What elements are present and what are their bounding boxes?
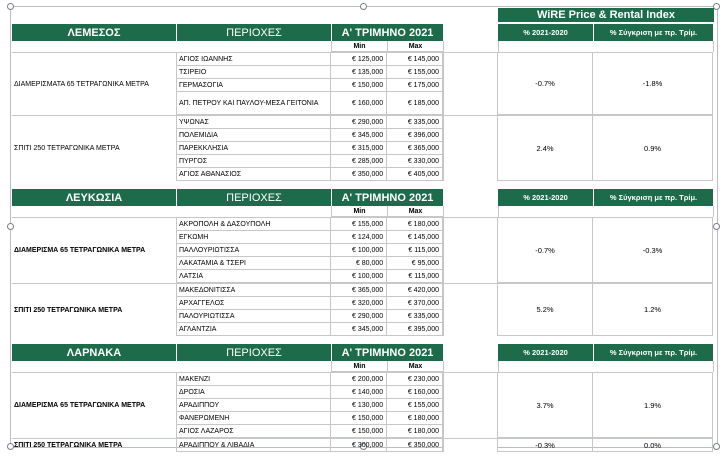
property-type-label: ΣΠΙΤΙ 250 ΤΕΤΡΑΓΩΝΙΚΑ ΜΕΤΡΑ xyxy=(12,439,177,452)
table-row[interactable] xyxy=(177,92,443,115)
min-label: Min xyxy=(332,41,388,52)
property-type-label: ΔΙΑΜΕΡΙΣΜΑ 65 ΤΕΤΡΑΓΩΝΙΚΑ ΜΕΤΡΑ xyxy=(12,218,177,283)
qoq-change: 0.9% xyxy=(593,116,713,181)
area-name: ΜΑΚΕΝΖΙ xyxy=(177,373,331,386)
quarter-header: Α' ΤΡΙΜΗΝΟ 2021 xyxy=(332,189,444,206)
table-row[interactable] xyxy=(177,310,443,323)
yoy-change: 2.4% xyxy=(497,116,593,181)
area-rows xyxy=(177,439,444,452)
yoy-change: 3.7% xyxy=(497,373,593,438)
area-name: ΑΠ. ΠΕΤΡΟΥ ΚΑΙ ΠΑΥΛΟΥ-ΜΕΣΑ ΓΕΙΤΟΝΙΑ xyxy=(177,92,331,115)
subheader-spacer xyxy=(12,41,332,52)
property-type-label: ΣΠΙΤΙ 250 ΤΕΤΡΑΓΩΝΙΚΑ ΜΕΤΡΑ xyxy=(12,284,177,336)
min-price: € 160,000 xyxy=(331,92,387,115)
yoy-header: % 2021-2020 xyxy=(498,189,594,206)
max-price: € 420,000 xyxy=(387,284,443,297)
max-price: € 395,000 xyxy=(387,323,443,336)
city-header: ΛΑΡΝΑΚΑ xyxy=(12,344,177,361)
min-price: € 300,000 xyxy=(331,439,387,452)
min-price: € 345,000 xyxy=(331,323,387,336)
max-price: € 350,000 xyxy=(387,439,443,452)
property-type-label: ΔΙΑΜΕΡΙΣΜΑ 65 ΤΕΤΡΑΓΩΝΙΚΑ ΜΕΤΡΑ xyxy=(12,373,177,438)
min-price: € 290,000 xyxy=(331,310,387,323)
table-row[interactable] xyxy=(177,116,443,129)
min-price: € 150,000 xyxy=(331,79,387,92)
property-type-label: ΣΠΙΤΙ 250 ΤΕΤΡΑΓΩΝΙΚΑ ΜΕΤΡΑ xyxy=(12,116,177,181)
qoq-change: 0.0% xyxy=(593,439,713,452)
area-name: ΠΟΛΕΜΙΔΙΑ xyxy=(177,129,331,142)
max-price: € 330,000 xyxy=(387,155,443,168)
min-price: € 140,000 xyxy=(331,386,387,399)
subheader-gap xyxy=(444,361,498,372)
area-rows xyxy=(177,373,444,438)
max-price: € 180,000 xyxy=(387,412,443,425)
yoy-header: % 2021-2020 xyxy=(498,24,594,41)
table-row[interactable] xyxy=(177,284,443,297)
table-row[interactable] xyxy=(177,142,443,155)
max-price: € 365,000 xyxy=(387,142,443,155)
property-group xyxy=(12,283,713,336)
city-header: ΛΕΜΕΣΟΣ xyxy=(12,24,177,41)
area-rows xyxy=(177,53,444,115)
resize-handle[interactable] xyxy=(360,3,367,10)
min-price: € 365,000 xyxy=(331,284,387,297)
min-price: € 290,000 xyxy=(331,116,387,129)
max-price: € 155,000 xyxy=(387,399,443,412)
resize-handle[interactable] xyxy=(713,223,720,230)
property-group xyxy=(12,115,713,181)
table-row[interactable] xyxy=(177,79,443,92)
max-price: € 95,000 xyxy=(387,257,443,270)
subheader-spacer xyxy=(12,361,332,372)
column-gap xyxy=(444,116,497,181)
max-price: € 145,000 xyxy=(387,231,443,244)
area-rows xyxy=(177,218,444,283)
area-name: ΜΑΚΕΔΟΝΙΤΙΣΣΑ xyxy=(177,284,331,297)
area-name: ΑΡΑΔΙΠΠΟΥ & ΛΙΒΑΔΙΑ xyxy=(177,439,331,452)
max-price: € 145,000 xyxy=(387,53,443,66)
subheader-spacer xyxy=(12,206,332,217)
table-row[interactable] xyxy=(177,297,443,310)
table-row[interactable] xyxy=(177,168,443,181)
minmax-subheader xyxy=(12,41,714,52)
max-price: € 396,000 xyxy=(387,129,443,142)
min-price: € 345,000 xyxy=(331,129,387,142)
area-name: ΔΡΟΣΙΑ xyxy=(177,386,331,399)
max-price: € 115,000 xyxy=(387,244,443,257)
yoy-change: -0.7% xyxy=(497,218,593,283)
qoq-change: 1.2% xyxy=(593,284,713,336)
yoy-header: % 2021-2020 xyxy=(498,344,594,361)
max-label: Max xyxy=(388,41,444,52)
min-price: € 135,000 xyxy=(331,66,387,79)
yoy-change: -0.3% xyxy=(497,439,593,452)
resize-handle[interactable] xyxy=(713,3,720,10)
table-row[interactable] xyxy=(177,439,443,452)
table-row[interactable] xyxy=(177,386,443,399)
table-row[interactable] xyxy=(177,373,443,386)
areas-header: ΠΕΡΙΟΧΕΣ xyxy=(177,24,332,41)
areas-header: ΠΕΡΙΟΧΕΣ xyxy=(177,189,332,206)
area-name: ΑΓΙΟΣ ΙΩΑΝΝΗΣ xyxy=(177,53,331,66)
area-name: ΓΕΡΜΑΣΟΓΙΑ xyxy=(177,79,331,92)
qoq-change: -1.8% xyxy=(593,53,713,115)
resize-handle[interactable] xyxy=(7,3,14,10)
area-name: ΠΥΡΓΟΣ xyxy=(177,155,331,168)
area-name: ΠΑΛΛΟΥΡΙΩΤΙΣΣΑ xyxy=(177,244,331,257)
max-price: € 115,000 xyxy=(387,270,443,283)
max-price: € 180,000 xyxy=(387,218,443,231)
max-price: € 370,000 xyxy=(387,297,443,310)
min-price: € 150,000 xyxy=(331,425,387,438)
section-header xyxy=(12,344,714,361)
max-price: € 185,000 xyxy=(387,92,443,115)
quarter-header: Α' ΤΡΙΜΗΝΟ 2021 xyxy=(332,24,444,41)
column-gap xyxy=(444,344,498,361)
subheader-gap xyxy=(444,206,498,217)
max-price: € 160,000 xyxy=(387,386,443,399)
area-name: ΑΡΧΑΓΓΕΛΟΣ xyxy=(177,297,331,310)
column-gap xyxy=(444,24,498,41)
column-gap xyxy=(444,439,497,452)
area-name: ΑΓΛΑΝΤΖΙΑ xyxy=(177,323,331,336)
min-price: € 130,000 xyxy=(331,399,387,412)
yoy-change: -0.7% xyxy=(497,53,593,115)
area-name: ΠΑΛΟΥΡΙΩΤΙΣΣΑ xyxy=(177,310,331,323)
subheader-pct-blank xyxy=(498,361,714,372)
column-gap xyxy=(444,189,498,206)
min-label: Min xyxy=(332,206,388,217)
table-row[interactable] xyxy=(177,129,443,142)
max-price: € 155,000 xyxy=(387,66,443,79)
area-name: ΥΨΩΝΑΣ xyxy=(177,116,331,129)
area-name: ΑΓΙΟΣ ΛΑΖΑΡΟΣ xyxy=(177,425,331,438)
table-row[interactable] xyxy=(177,53,443,66)
table-row[interactable] xyxy=(177,412,443,425)
table-row[interactable] xyxy=(177,257,443,270)
area-name: ΑΓΙΟΣ ΑΘΑΝΑΣΙΟΣ xyxy=(177,168,331,181)
subheader-gap xyxy=(444,41,498,52)
max-label: Max xyxy=(388,361,444,372)
min-price: € 150,000 xyxy=(331,412,387,425)
qoq-change: 1.9% xyxy=(593,373,713,438)
min-price: € 315,000 xyxy=(331,142,387,155)
table-row[interactable] xyxy=(177,425,443,438)
min-label: Min xyxy=(332,361,388,372)
max-price: € 180,000 xyxy=(387,425,443,438)
table-row[interactable] xyxy=(177,231,443,244)
max-price: € 230,000 xyxy=(387,373,443,386)
min-price: € 100,000 xyxy=(331,270,387,283)
qoq-header: % Σύγκριση με πρ. Τρίμ. xyxy=(594,24,714,41)
area-rows xyxy=(177,284,444,336)
qoq-change: -0.3% xyxy=(593,218,713,283)
min-price: € 320,000 xyxy=(331,297,387,310)
min-price: € 80,000 xyxy=(331,257,387,270)
table-row[interactable] xyxy=(177,218,443,231)
areas-header: ΠΕΡΙΟΧΕΣ xyxy=(177,344,332,361)
area-name: ΑΚΡΟΠΟΛΗ & ΔΑΣΟΥΠΟΛΗ xyxy=(177,218,331,231)
quarter-header: Α' ΤΡΙΜΗΝΟ 2021 xyxy=(332,344,444,361)
area-name: ΛΑΚΑΤΑΜΙΑ & ΤΣΕΡΙ xyxy=(177,257,331,270)
min-price: € 285,000 xyxy=(331,155,387,168)
property-group xyxy=(12,217,713,283)
area-name: ΑΡΑΔΙΠΠΟΥ xyxy=(177,399,331,412)
subheader-pct-blank xyxy=(498,206,714,217)
area-name: ΤΣΙΡΕΙΟ xyxy=(177,66,331,79)
table-row[interactable] xyxy=(177,270,443,283)
min-price: € 350,000 xyxy=(331,168,387,181)
qoq-header: % Σύγκριση με πρ. Τρίμ. xyxy=(594,189,714,206)
section-header xyxy=(12,189,714,206)
property-group xyxy=(12,52,713,115)
table-row[interactable] xyxy=(177,66,443,79)
min-price: € 200,000 xyxy=(331,373,387,386)
column-gap xyxy=(444,218,497,283)
section-header xyxy=(12,24,714,41)
property-group xyxy=(12,372,713,438)
min-price: € 100,000 xyxy=(331,244,387,257)
property-type-label: ΔΙΑΜΕΡΙΣΜΑΤΑ 65 ΤΕΤΡΑΓΩΝΙΚΑ ΜΕΤΡΑ xyxy=(12,53,177,115)
min-price: € 155,000 xyxy=(331,218,387,231)
yoy-change: 5.2% xyxy=(497,284,593,336)
max-price: € 335,000 xyxy=(387,116,443,129)
qoq-header: % Σύγκριση με πρ. Τρίμ. xyxy=(594,344,714,361)
area-rows xyxy=(177,116,444,181)
min-price: € 124,000 xyxy=(331,231,387,244)
area-name: ΦΑΝΕΡΩΜΕΝΗ xyxy=(177,412,331,425)
column-gap xyxy=(444,53,497,115)
column-gap xyxy=(444,284,497,336)
max-label: Max xyxy=(388,206,444,217)
max-price: € 335,000 xyxy=(387,310,443,323)
column-gap xyxy=(444,373,497,438)
max-price: € 405,000 xyxy=(387,168,443,181)
resize-handle[interactable] xyxy=(713,443,720,450)
area-name: ΠΑΡΕΚΚΛΗΣΙΑ xyxy=(177,142,331,155)
subheader-pct-blank xyxy=(498,41,714,52)
min-price: € 125,000 xyxy=(331,53,387,66)
city-header: ΛΕΥΚΩΣΙΑ xyxy=(12,189,177,206)
minmax-subheader xyxy=(12,361,714,372)
table-row[interactable] xyxy=(177,155,443,168)
table-row[interactable] xyxy=(177,244,443,257)
area-name: ΛΑΤΣΙΑ xyxy=(177,270,331,283)
table-row[interactable] xyxy=(177,399,443,412)
area-name: ΕΓΚΩΜΗ xyxy=(177,231,331,244)
max-price: € 175,000 xyxy=(387,79,443,92)
property-group xyxy=(12,438,713,452)
minmax-subheader xyxy=(12,206,714,217)
wire-index-title: WiRE Price & Rental Index xyxy=(498,8,714,22)
table-row[interactable] xyxy=(177,323,443,336)
